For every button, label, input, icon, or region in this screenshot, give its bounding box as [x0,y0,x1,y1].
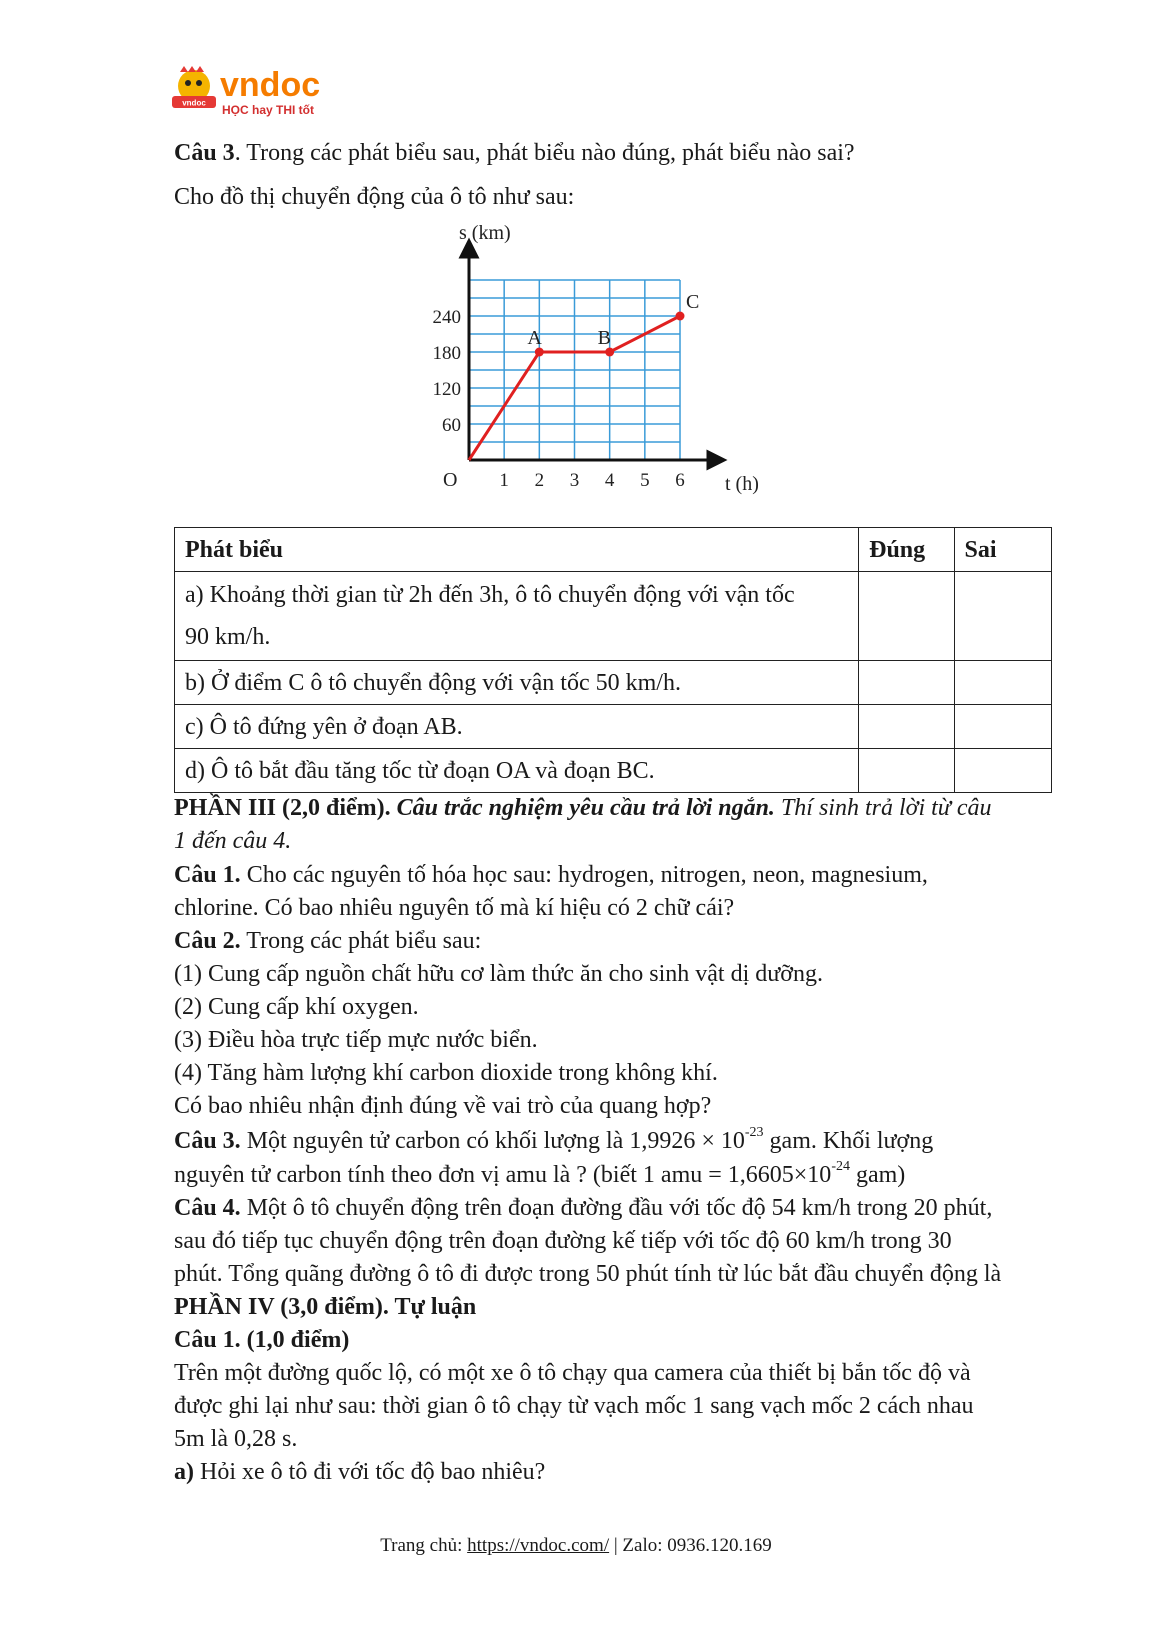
part3-subtitle: Câu trắc nghiệm yêu cầu trả lời ngắn. [396,795,775,821]
part3-title: PHẦN III (2,0 điểm). [174,795,391,821]
p4q1-a-text: Hỏi xe ô tô đi với tốc độ bao nhiêu? [194,1459,546,1485]
p3q4-line3: phút. Tổng quãng đường ô tô đi được trong 50 phút tính từ lúc bắt đầu chuyển động là [174,1261,1002,1287]
p3q2-heading [174,926,481,956]
p3q2-item-3: (3) Điều hòa trực tiếp mực nước biển. [174,1027,538,1053]
page-footer [0,1535,1152,1557]
y-tick-label: 60 [442,415,461,436]
q3-intro: Cho đồ thị chuyển động của ô tô như sau: [174,184,575,210]
logo-tag: vndoc [182,98,206,108]
part3-instruction: Thí sinh trả lời từ câu [780,795,992,821]
x-axis-label: t (h) [725,473,759,495]
p4q1-line3: 5m là 0,28 s. [174,1426,298,1452]
answer-true-c[interactable] [859,705,954,749]
footer-prefix: Trang chủ: [380,1535,468,1556]
p3q2-item-4: (4) Tăng hàm lượng khí carbon dioxide trong không khí. [174,1060,718,1086]
table-row [175,661,1052,705]
motion-graph [425,222,785,512]
vndoc-logo[interactable] [172,66,342,122]
statement-a [175,572,859,661]
header-statement: Phát biểu [175,528,859,572]
header-true: Đúng [859,528,954,572]
p3q3-exp2: -24 [831,1159,850,1174]
point-label-c: C [686,291,700,313]
x-tick-label: 1 [499,470,509,491]
q3-heading [174,138,855,168]
y-tick-label: 180 [432,343,461,364]
p3q1-text: Cho các nguyên tố hóa học sau: hydrogen, nitrogen, neon, magnesium, [246,862,928,888]
table-header-row [175,528,1052,572]
statement-d: d) Ô tô bắt đầu tăng tốc từ đoạn OA và đoạn BC. [175,749,859,793]
point-label-a: A [527,327,542,349]
q3-label: Câu 3 [174,140,235,166]
header-false: Sai [954,528,1051,572]
p4q1-line2: được ghi lại như sau: thời gian ô tô chạy từ vạch mốc 1 sang vạch mốc 2 cách nhau [174,1393,974,1419]
y-tick-label: 240 [432,307,461,328]
p3q2-text: Trong các phát biểu sau: [246,928,482,954]
p3q2-label: Câu 2. [174,928,241,954]
answer-false-b[interactable] [954,661,1051,705]
p3q3-line2 [174,1160,905,1190]
q3-text: . Trong các phát biểu sau, phát biểu nào đúng, phát biểu nào sai? [234,140,855,166]
answer-false-d[interactable] [954,749,1051,793]
x-tick-label: 3 [569,470,580,491]
y-tick-label: 120 [432,379,461,400]
p3q1-line1 [174,860,928,890]
answer-true-a[interactable] [859,572,954,661]
part3-instruction-cont: 1 đến câu 4. [174,828,292,854]
p3q2-question: Có bao nhiêu nhận định đúng về vai trò của quang hợp? [174,1093,712,1119]
answer-true-b[interactable] [859,661,954,705]
p3q1-line2: chlorine. Có bao nhiêu nguyên tố mà kí hiệu có 2 chữ cái? [174,895,735,921]
p3q4-line1 [174,1193,992,1223]
p3q2-item-2: (2) Cung cấp khí oxygen. [174,994,419,1020]
p3q3-text-b: gam. Khối lượng [763,1128,934,1154]
statement-c: c) Ô tô đứng yên ở đoạn AB. [175,705,859,749]
p4q1-line1: Trên một đường quốc lộ, có một xe ô tô chạy qua camera của thiết bị bắn tốc độ và [174,1360,971,1386]
answer-true-d[interactable] [859,749,954,793]
statements-table [174,527,1052,793]
p4q1-part-a [174,1457,545,1487]
p3q3-exp1: -23 [744,1125,764,1140]
x-tick-label: 2 [534,470,545,491]
part4-title: PHẦN IV (3,0 điểm). Tự luận [174,1294,477,1320]
p4q1-label: Câu 1. (1,0 điểm) [174,1327,350,1353]
footer-link[interactable]: https://vndoc.com/ [467,1535,610,1556]
p3q1-label: Câu 1. [174,862,241,888]
x-tick-label: 5 [640,470,650,491]
p3q3-label: Câu 3. [174,1128,241,1154]
table-row [175,705,1052,749]
footer-contact: | Zalo: 0936.120.169 [609,1535,772,1556]
graph-grid [469,280,680,460]
point-label-b: B [597,327,612,349]
answer-false-a[interactable] [954,572,1051,661]
part3-heading [174,793,992,823]
table-row [175,749,1052,793]
statement-a-line2: 90 km/h. [185,624,271,650]
p4q1-a-label: a) [174,1459,194,1485]
logo-slogan: HỌC hay THI tốt [222,103,314,117]
x-tick-label: 6 [675,470,685,491]
statement-a-line1: a) Khoảng thời gian từ 2h đến 3h, ô tô chuyển động với vận tốc [185,582,795,608]
p3q3-text-c: nguyên tử carbon tính theo đơn vị amu là ? (biết 1 amu = 1,6605×10 [174,1162,832,1188]
p3q4-text: Một ô tô chuyển động trên đoạn đường đầu với tốc độ 54 km/h trong 20 phút, [246,1195,993,1221]
p3q2-item-1: (1) Cung cấp nguồn chất hữu cơ làm thức ăn cho sinh vật dị dưỡng. [174,961,823,987]
answer-false-c[interactable] [954,705,1051,749]
statement-b: b) Ở điểm C ô tô chuyển động với vận tốc 50 km/h. [175,661,859,705]
origin-label: O [443,469,458,491]
point-c [676,312,685,321]
p3q3-line1 [174,1126,933,1156]
x-tick-label: 4 [604,470,615,491]
p3q3-text-a: Một nguyên tử carbon có khối lượng là 1,9926 × 10 [246,1128,745,1154]
p3q3-text-d: gam) [849,1162,906,1188]
y-axis-label: s (km) [459,222,511,244]
logo-brand: vndoc [220,66,321,104]
table-row [175,572,1052,661]
p3q4-line2: sau đó tiếp tục chuyển động trên đoạn đường kế tiếp với tốc độ 60 km/h trong 30 [174,1228,952,1254]
p3q4-label: Câu 4. [174,1195,241,1221]
